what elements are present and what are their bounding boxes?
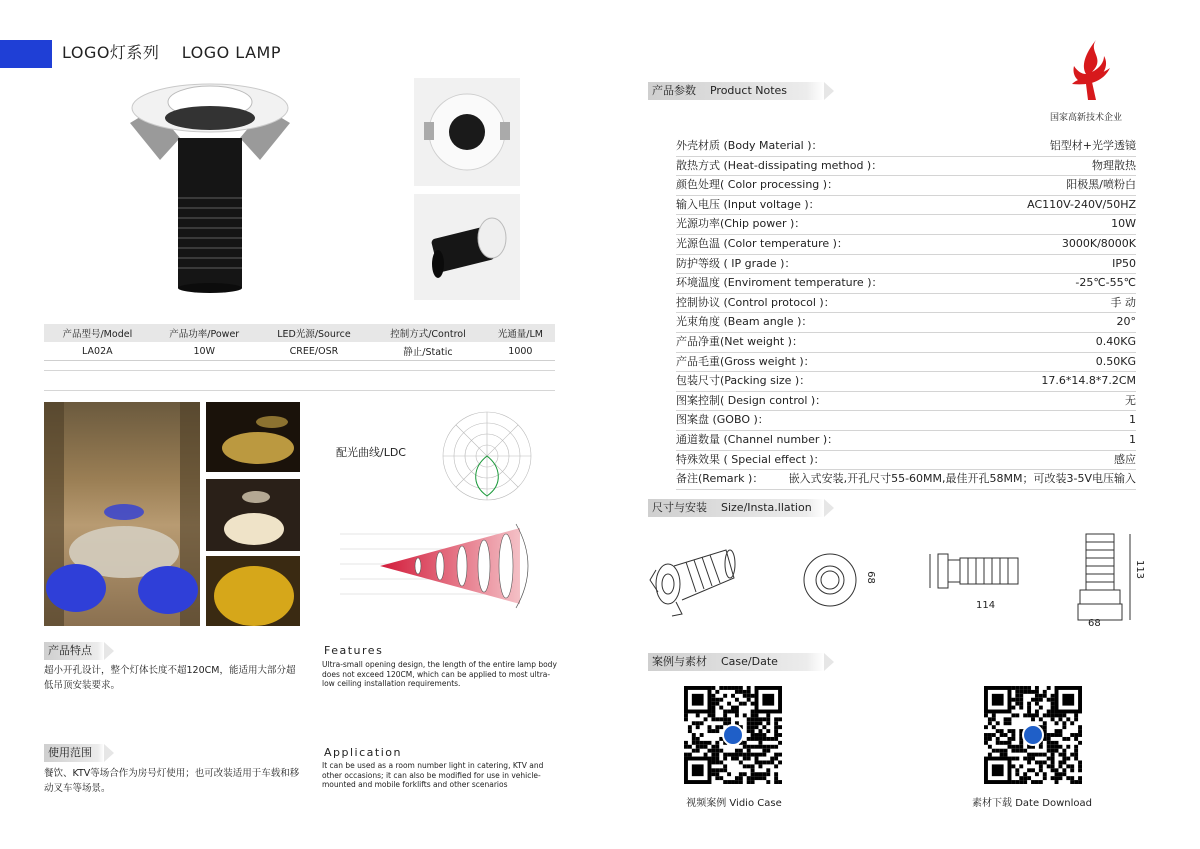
param-label: 散热方式 (Heat-dissipating method )： bbox=[676, 158, 883, 172]
param-label: 产品毛重(Gross weight )： bbox=[676, 354, 815, 368]
param-value: 3000K/8000K bbox=[1061, 237, 1136, 250]
param-value: 0.40KG bbox=[1095, 335, 1136, 348]
param-value: 铝型材+光学透镜 bbox=[1049, 139, 1136, 152]
param-label: 输入电压 (Input voltage )： bbox=[676, 197, 820, 211]
qr-code-date-download[interactable] bbox=[984, 686, 1082, 784]
gobo-projection-photo bbox=[206, 479, 300, 551]
application-en-text: It can be used as a room number light in catering, KTV and other occasions; it can also be modified for use in vehicle-mounted and mobile forklifts and other scenarios bbox=[322, 761, 544, 789]
param-label: 外壳材质 (Body Material )： bbox=[676, 139, 823, 152]
param-value: -25℃-55℃ bbox=[1075, 276, 1136, 290]
brand-logo bbox=[1066, 38, 1116, 102]
spec-col-header: LED光源/Source bbox=[258, 324, 370, 342]
beam-angle-diagram bbox=[340, 514, 550, 634]
spec-cell: 1000 bbox=[486, 342, 555, 361]
spec-col-header: 产品型号/Model bbox=[44, 324, 151, 342]
param-label: 控制协议 (Control protocol )： bbox=[676, 295, 835, 309]
spec-cell: CREE/OSR bbox=[258, 342, 370, 361]
param-value: 1 bbox=[1129, 413, 1136, 427]
installation-3d-view bbox=[646, 540, 738, 622]
param-row bbox=[676, 430, 1136, 451]
spec-cell: 静止/Static bbox=[370, 342, 486, 361]
param-label: 特殊效果 ( Special effect )： bbox=[676, 452, 825, 466]
param-label: 产品净重(Net weight )： bbox=[676, 335, 803, 348]
spec-table-header-row bbox=[44, 324, 555, 342]
product-notes-tag: 产品参数 Product Notes bbox=[648, 82, 824, 100]
application-cn-text: 餐饮、KTV等场合作为房号灯使用；也可改装适用于车载和移动叉车等场景。 bbox=[44, 768, 300, 794]
param-value: 1 bbox=[1129, 433, 1136, 446]
installation-vertical-view bbox=[1072, 530, 1132, 632]
application-en-title: Application bbox=[324, 746, 402, 759]
param-value: 20° bbox=[1116, 315, 1136, 329]
divider bbox=[44, 390, 555, 391]
param-row bbox=[676, 352, 1136, 373]
param-value: 物理散热 bbox=[1092, 158, 1136, 172]
product-front-photo bbox=[414, 78, 520, 186]
divider bbox=[44, 370, 555, 371]
header-accent-bar bbox=[0, 40, 52, 68]
param-row bbox=[676, 136, 1136, 157]
features-en-title: Features bbox=[324, 644, 384, 657]
param-label: 光源功率(Chip power )： bbox=[676, 217, 806, 231]
table-row bbox=[44, 342, 555, 361]
param-label: 备注(Remark )： bbox=[676, 472, 764, 486]
param-value: 10W bbox=[1111, 217, 1136, 231]
param-value: 嵌入式安装,开孔尺寸55-60MM,最佳开孔58MM；可改装3-5V电压输入 bbox=[788, 472, 1136, 486]
spec-table bbox=[44, 324, 555, 361]
param-value: AC110V-240V/50HZ bbox=[1027, 197, 1136, 211]
param-value: 感应 bbox=[1114, 452, 1136, 466]
dimension-label: 68 bbox=[864, 571, 876, 584]
param-label: 颜色处理( Color processing )： bbox=[676, 178, 839, 192]
param-row bbox=[676, 254, 1136, 275]
param-label: 环境温度 (Enviroment temperature )： bbox=[676, 276, 883, 290]
product-main-photo bbox=[120, 78, 300, 298]
gobo-projection-photo bbox=[206, 556, 300, 626]
param-label: 图案控制( Design control )： bbox=[676, 393, 827, 407]
spec-col-header: 光通量/LM bbox=[486, 324, 555, 342]
param-row bbox=[676, 332, 1136, 353]
spec-col-header: 控制方式/Control bbox=[370, 324, 486, 342]
param-row bbox=[676, 195, 1136, 216]
param-row bbox=[676, 156, 1136, 177]
param-row bbox=[676, 410, 1136, 431]
gobo-projection-photo bbox=[206, 402, 300, 472]
param-row bbox=[676, 214, 1136, 235]
param-row bbox=[676, 469, 1136, 490]
brand-caption: 国家高新技术企业 bbox=[1050, 113, 1123, 123]
dimension-label: 68 bbox=[1088, 618, 1101, 629]
ldc-polar-diagram bbox=[432, 404, 542, 504]
param-label: 光束角度 (Beam angle )： bbox=[676, 315, 813, 329]
application-cn-tag: 使用范围 bbox=[44, 744, 104, 762]
features-cn-text: 超小开孔设计，整个灯体长度不超120CM，能适用大部分超低吊顶安装要求。 bbox=[44, 665, 296, 691]
page-title: LOGO灯系列 LOGO LAMP bbox=[62, 43, 281, 62]
cases-tag: 案例与素材 Case/Date bbox=[648, 653, 824, 671]
param-value: 阳极黑/喷粉白 bbox=[1066, 178, 1136, 192]
param-label: 通道数量 (Channel number )： bbox=[676, 433, 839, 446]
spec-cell: 10W bbox=[151, 342, 258, 361]
param-value: 手 动 bbox=[1110, 295, 1136, 309]
param-label: 防护等级 ( IP grade )： bbox=[676, 256, 796, 270]
dimension-label: 114 bbox=[976, 600, 996, 611]
dimension-label: 113 bbox=[1134, 559, 1146, 580]
features-cn-tag: 产品特点 bbox=[44, 642, 104, 660]
features-en-text: Ultra-small opening design, the length of the entire lamp body does not exceed 120CM, which can be applied to most ultra-low ceiling installation requirements. bbox=[322, 660, 557, 688]
param-row bbox=[676, 234, 1136, 255]
param-value: IP50 bbox=[1112, 256, 1136, 270]
param-label: 光源色温 (Color temperature )： bbox=[676, 237, 848, 250]
param-value: 无 bbox=[1125, 393, 1136, 407]
ldc-label: 配光曲线/LDC bbox=[336, 446, 406, 459]
param-value: 0.50KG bbox=[1095, 354, 1136, 368]
spec-col-header: 产品功率/Power bbox=[151, 324, 258, 342]
param-value: 17.6*14.8*7.2CM bbox=[1041, 374, 1136, 388]
param-row bbox=[676, 450, 1136, 471]
corridor-application-photo bbox=[44, 402, 200, 626]
installation-tag: 尺寸与安装 Size/Insta.llation bbox=[648, 499, 824, 517]
param-row bbox=[676, 312, 1136, 333]
product-side-photo bbox=[414, 194, 520, 300]
param-row bbox=[676, 293, 1136, 314]
param-row bbox=[676, 273, 1136, 294]
qr-video-caption: 视频案例 Vidio Case bbox=[686, 798, 782, 809]
param-row bbox=[676, 175, 1136, 196]
spec-cell: LA02A bbox=[44, 342, 151, 361]
installation-side-view bbox=[924, 546, 1024, 596]
param-label: 图案盘 (GOBO )： bbox=[676, 413, 769, 427]
qr-code-video-case[interactable] bbox=[684, 686, 782, 784]
qr-download-caption: 素材下载 Date Download bbox=[972, 798, 1092, 809]
param-row bbox=[676, 371, 1136, 392]
param-label: 包装尺寸(Packing size )： bbox=[676, 374, 811, 388]
param-row bbox=[676, 391, 1136, 412]
